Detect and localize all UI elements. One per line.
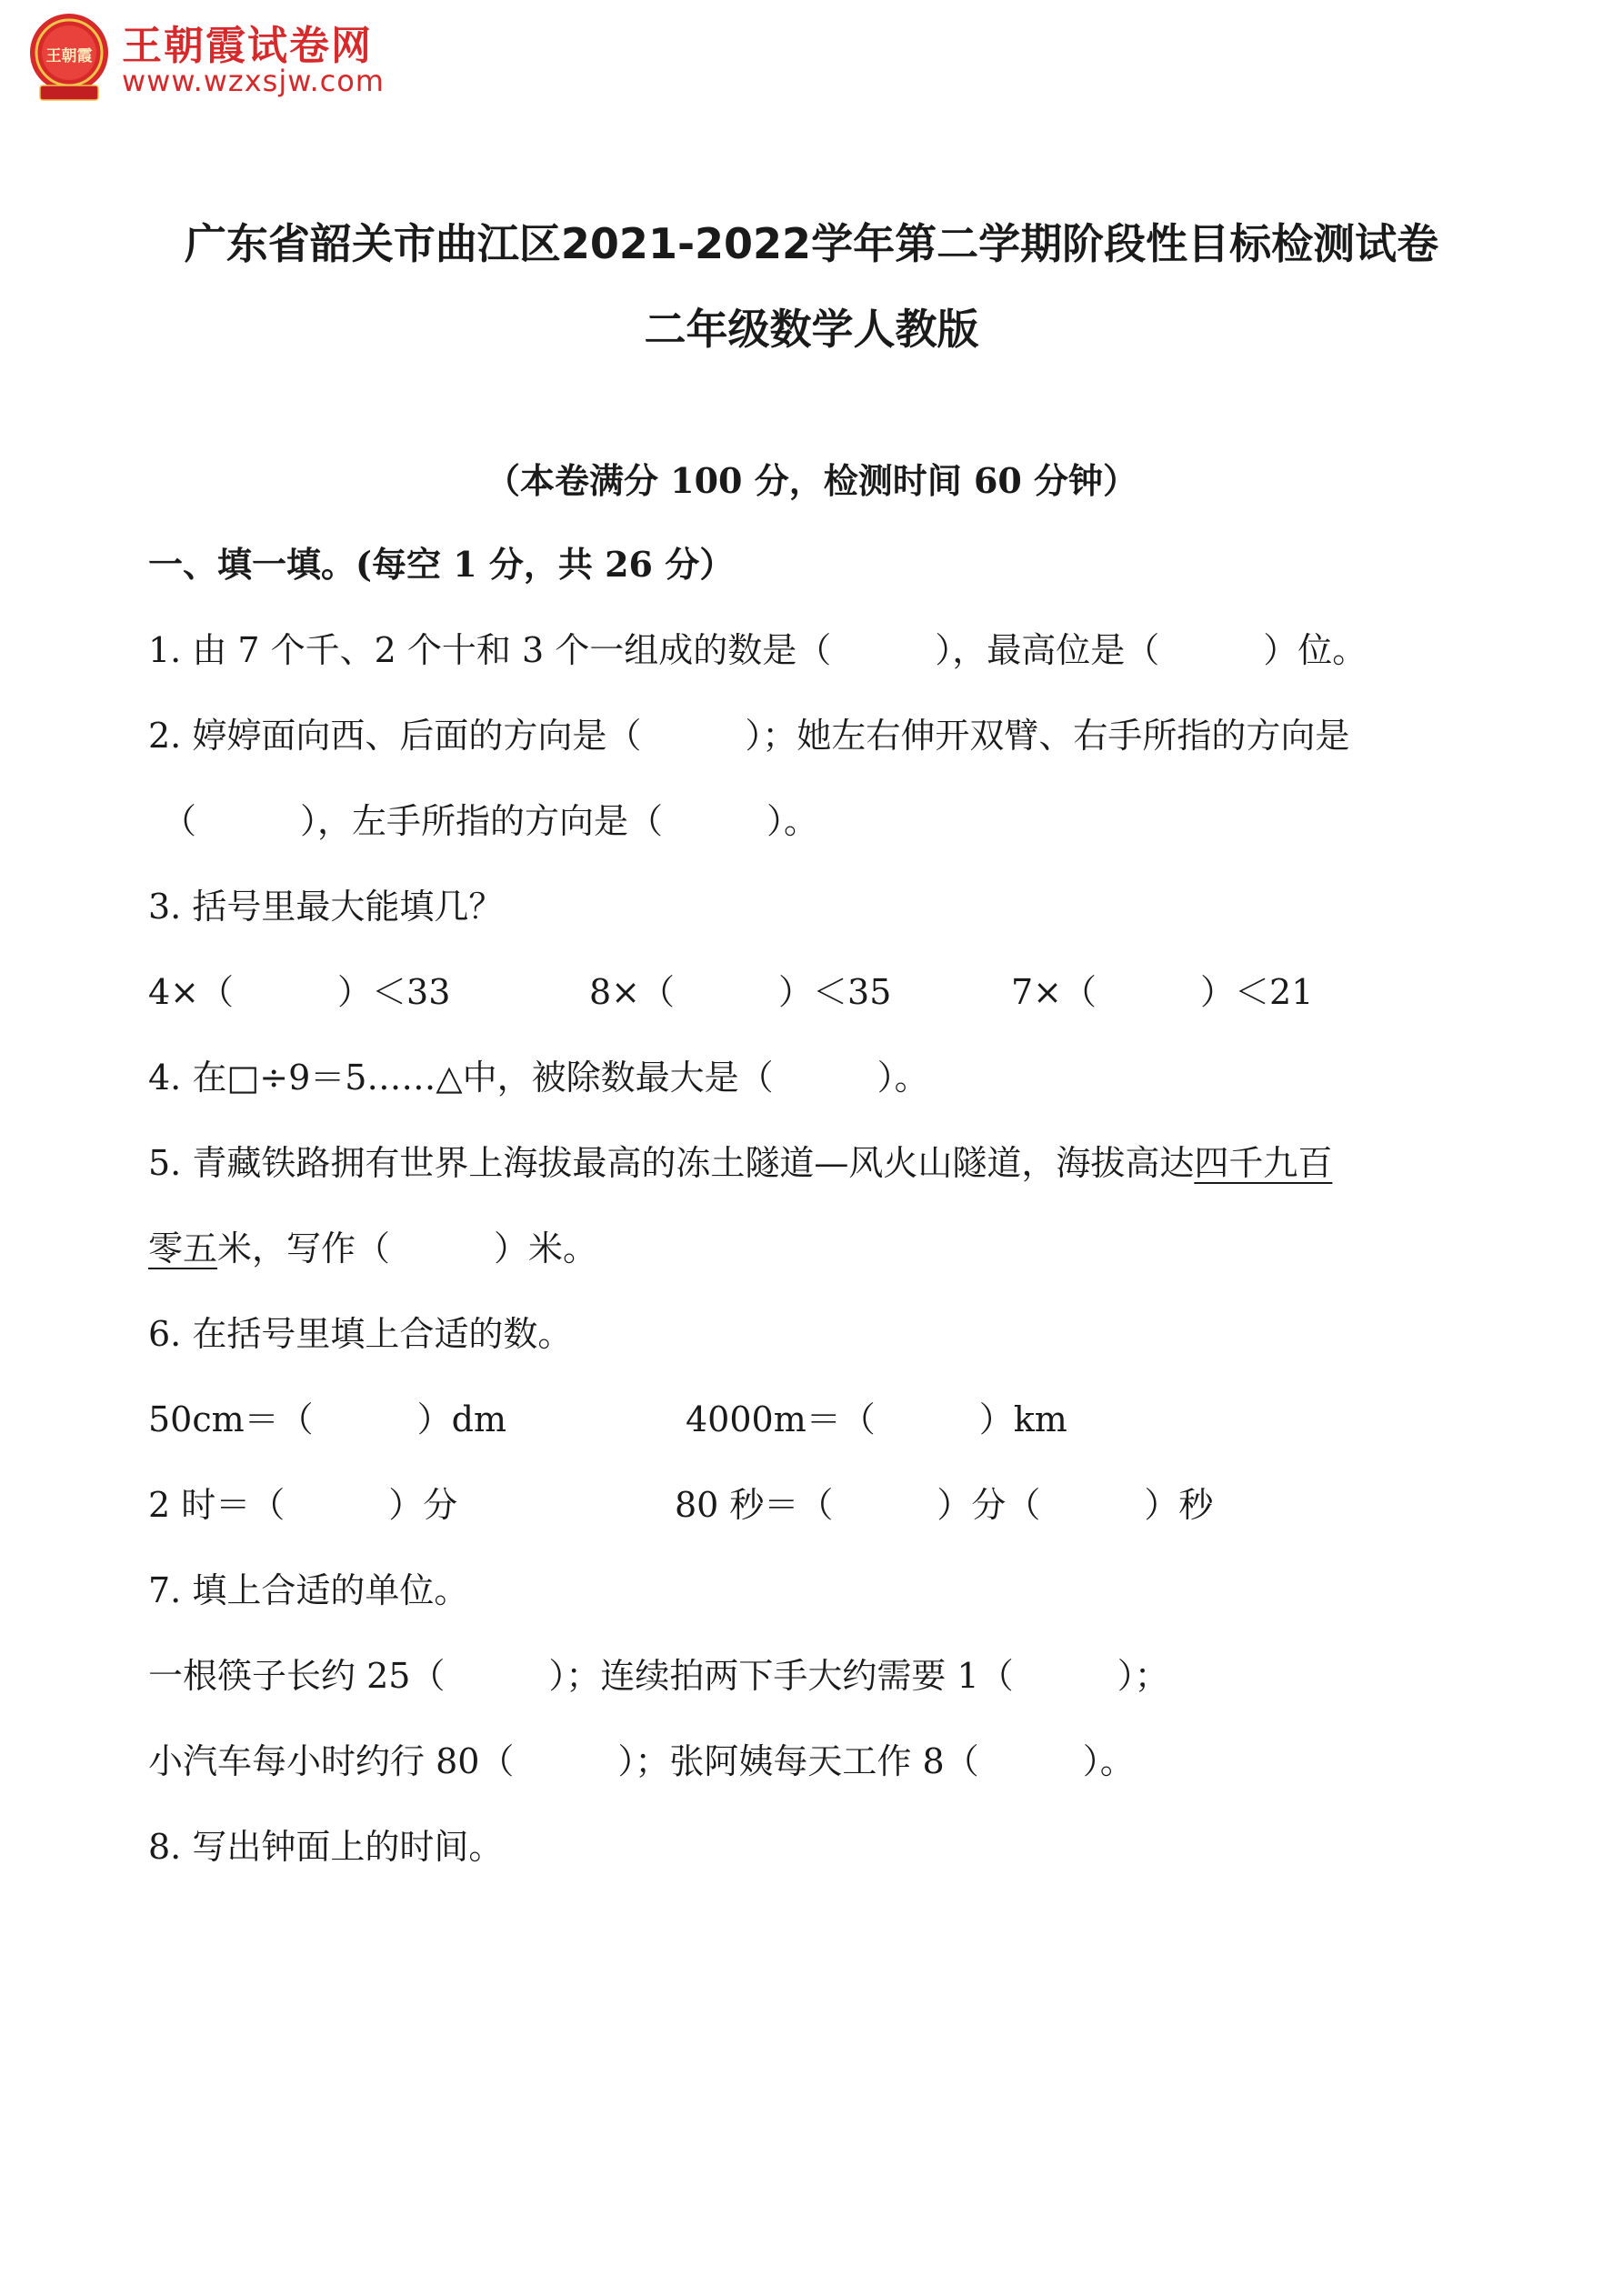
question-2-line-1: 2. 婷婷面向西、后面的方向是（ ）；她左右伸开双臂、右手所指的方向是 xyxy=(148,716,1350,756)
q5-underlined-text: 零五 xyxy=(148,1228,218,1268)
q5-text: 5. 青藏铁路拥有世界上海拔最高的冻土隧道—风火山隧道，海拔高达 xyxy=(148,1143,1195,1183)
q6-item: 4000m＝（ ）km xyxy=(686,1399,1067,1439)
q5-underlined-text: 四千九百 xyxy=(1194,1143,1333,1183)
q6-item: 50cm＝（ ）dm xyxy=(148,1399,507,1439)
section-heading: 一、填一填。(每空 1 分，共 26 分） xyxy=(148,544,735,585)
question-6: 6. 在括号里填上合适的数。 xyxy=(148,1314,573,1354)
brand-url[interactable]: www.wzxsjw.com xyxy=(122,64,385,98)
question-7-line-2: 小汽车每小时约行 80（ ）；张阿姨每天工作 8（ ）。 xyxy=(148,1741,1135,1781)
question-1: 1. 由 7 个千、2 个十和 3 个一组成的数是（ ），最高位是（ ）位。 xyxy=(148,630,1368,670)
page-title: 广东省韶关市曲江区2021-2022学年第二学期阶段性目标检测试卷 xyxy=(184,219,1439,268)
question-7: 7. 填上合适的单位。 xyxy=(148,1570,469,1610)
brand-name: 王朝霞试卷网 xyxy=(122,23,373,69)
page-subtitle: 二年级数学人教版 xyxy=(644,305,979,354)
question-7-line-1: 一根筷子长约 25（ ）；连续拍两下手大约需要 1（ ）； xyxy=(148,1656,1169,1696)
question-5-line-2 xyxy=(148,1220,597,1270)
site-logo xyxy=(27,7,409,107)
seal-text: 王朝霞 xyxy=(45,47,93,65)
q3-item: 4×（ ）＜33 xyxy=(148,972,451,1012)
q6-item: 2 时＝（ ）分 xyxy=(148,1485,458,1525)
exam-info: （本卷满分 100 分，检测时间 60 分钟） xyxy=(485,460,1138,501)
q5-text: 米，写作（ ）米。 xyxy=(217,1228,598,1268)
question-4: 4. 在□÷9＝5……△中，被除数最大是（ ）。 xyxy=(148,1058,929,1098)
q6-item: 80 秒＝（ ）分（ ）秒 xyxy=(675,1485,1214,1525)
seal-icon xyxy=(27,11,111,105)
question-2-line-2: （ ），左手所指的方向是（ ）。 xyxy=(162,801,819,841)
question-8: 8. 写出钟面上的时间。 xyxy=(148,1827,504,1867)
question-3: 3. 括号里最大能填几？ xyxy=(148,887,504,927)
q3-item: 8×（ ）＜35 xyxy=(589,972,892,1012)
question-5-line-1 xyxy=(148,1135,1332,1185)
q3-item: 7×（ ）＜21 xyxy=(1011,972,1314,1012)
